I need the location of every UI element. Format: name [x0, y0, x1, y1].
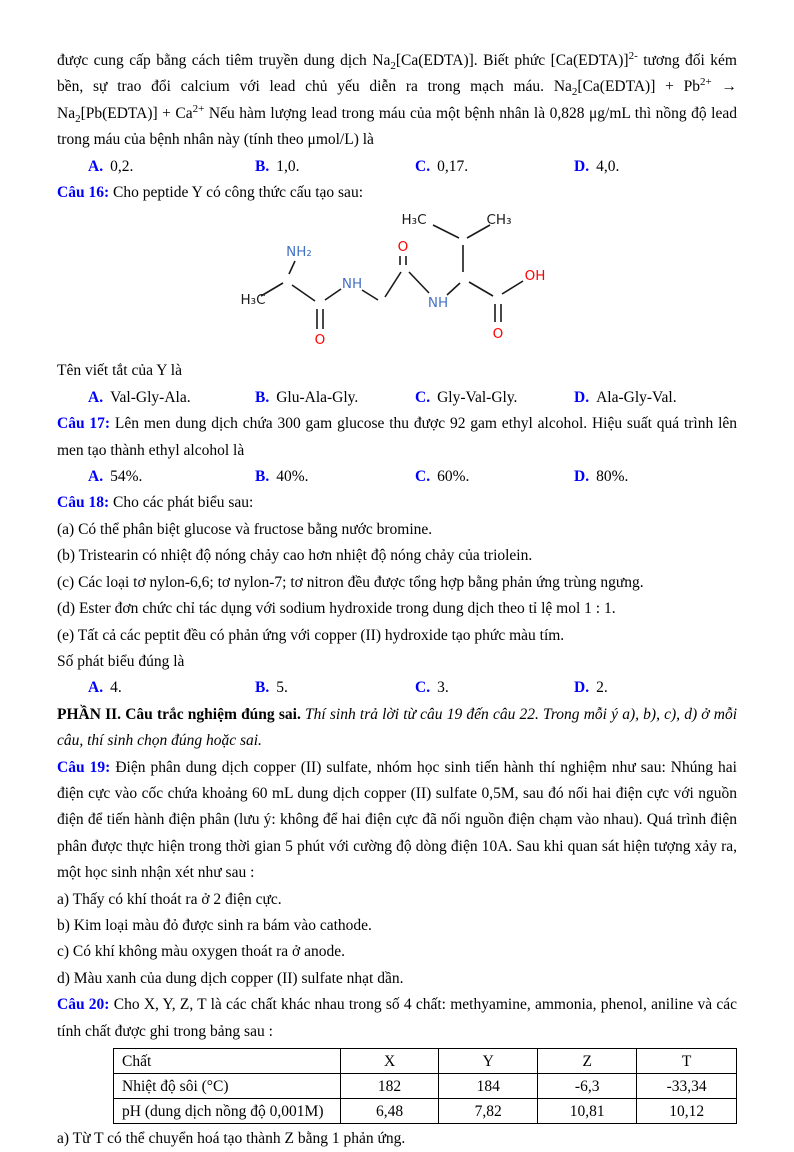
answer-letter: A.: [88, 468, 104, 486]
answer-letter: B.: [255, 679, 270, 697]
question-label: Câu 17:: [57, 415, 111, 433]
answer-text: 40%.: [276, 468, 309, 486]
table-row: [114, 1074, 737, 1099]
answer-text: 2.: [596, 679, 608, 697]
methyl-top-right-label: CH₃: [486, 212, 512, 229]
peptide-structure-svg: [229, 208, 565, 358]
table-header-cell: T: [637, 1049, 737, 1074]
methyl-bottom-left-label: H₃C: [240, 292, 266, 309]
q15-answer-row: [88, 154, 737, 180]
amine-nh2-label: NH₂: [286, 244, 312, 261]
answer-option-d: [574, 154, 737, 180]
q18-statement-d: (d) Ester đơn chức chỉ tác dụng với sodium hydroxide trong dung dịch theo tỉ lệ mol 1 : 1.: [57, 600, 616, 618]
question-text: Lên men dung dịch chứa 300 gam glucose thu được 92 gam ethyl alcohol. Hiệu suất quá trình lên men tạo thành ethyl alcohol là: [57, 415, 737, 459]
answer-option-c: [415, 154, 574, 180]
q16-heading: [57, 180, 737, 206]
table-header-cell: X: [340, 1049, 439, 1074]
table-cell: -6,3: [538, 1074, 637, 1099]
amide-nh-left-label: NH: [341, 276, 363, 293]
table-cell: 6,48: [340, 1099, 439, 1124]
carbonyl-o-middle-label: O: [397, 239, 409, 256]
table-cell: 7,82: [439, 1099, 538, 1124]
q19-item-d: d) Màu xanh của dung dịch copper (II) sulfate nhạt dần.: [57, 969, 404, 987]
q16-answer-row: [88, 385, 737, 411]
q18-answer-row: [88, 675, 737, 701]
question-label: Câu 16:: [57, 184, 110, 202]
answer-letter: B.: [255, 468, 270, 486]
answer-text: Val-Gly-Ala.: [110, 388, 191, 406]
q19-item-b: b) Kim loại màu đỏ được sinh ra bám vào cathode.: [57, 916, 372, 934]
answer-text: Glu-Ala-Gly.: [276, 388, 359, 406]
table-header-cell: Z: [538, 1049, 637, 1074]
answer-option-b: [255, 385, 415, 411]
answer-text: 0,17.: [437, 157, 469, 175]
q19-item-c: c) Có khí không màu oxygen thoát ra ở anode.: [57, 943, 345, 961]
table-row: [114, 1099, 737, 1124]
part2-heading: [57, 702, 737, 755]
q18-statement-b: (b) Tristearin có nhiệt độ nóng chảy cao hơn nhiệt độ nóng chảy của triolein.: [57, 547, 533, 565]
q18-tail: Số phát biểu đúng là: [57, 652, 185, 670]
peptide-structure-figure: [57, 208, 737, 358]
answer-letter: D.: [574, 468, 590, 486]
answer-text: Ala-Gly-Val.: [596, 388, 677, 406]
answer-letter: A.: [88, 679, 104, 697]
hydroxyl-oh-label: OH: [524, 268, 546, 285]
answer-option-a: [88, 385, 255, 411]
question-text: Cho peptide Y có công thức cấu tạo sau:: [112, 184, 363, 202]
answer-option-a: [88, 464, 255, 490]
question-text: Điện phân dung dịch copper (II) sulfate, nhóm học sinh tiến hành thí nghiệm như sau: Nhúng hai điện cực vào cốc chứa khoảng 60 mL dung dịch copper (II) sulfate 0,5M, sau đó nối hai điện cực với nguồn điện để tiến hành điện phân (lưu ý: không để hai điện cực đã nối nguồn điện chạm vào nhau). Quá trình điện phân được thực hiện trong thời gian 5 phút với cường độ dòng điện 10A. Sau khi quan sát hiện tượng xảy ra, một học sinh nhận xét như sau :: [57, 758, 737, 882]
table-cell: 182: [340, 1074, 439, 1099]
answer-option-c: [415, 675, 574, 701]
table-cell: pH (dung dịch nồng độ 0,001M): [114, 1099, 341, 1124]
q18-heading: [57, 490, 737, 516]
table-cell: 184: [439, 1074, 538, 1099]
answer-option-c: [415, 464, 574, 490]
table-cell: 10,12: [637, 1099, 737, 1124]
part2-title: PHẦN II. Câu trắc nghiệm đúng sai.: [57, 705, 301, 723]
answer-letter: D.: [574, 679, 590, 697]
answer-option-b: [255, 464, 415, 490]
q19-item-a: a) Thấy có khí thoát ra ở 2 điện cực.: [57, 890, 282, 908]
answer-option-a: [88, 154, 255, 180]
answer-option-d: [574, 464, 737, 490]
answer-letter: C.: [415, 157, 431, 175]
q18-statement-e: (e) Tất cả các peptit đều có phản ứng với copper (II) hydroxide tạo phức màu tím.: [57, 626, 565, 644]
q18-statement-a: (a) Có thể phân biệt glucose và fructose bằng nước bromine.: [57, 520, 433, 538]
methyl-top-left-label: H₃C: [401, 212, 427, 229]
answer-option-b: [255, 154, 415, 180]
amide-nh-right-label: NH: [427, 295, 449, 312]
question-text: Cho các phát biểu sau:: [112, 494, 254, 512]
answer-text: 5.: [276, 679, 288, 697]
atom-labels: [241, 212, 546, 348]
answer-letter: C.: [415, 388, 431, 406]
q19-heading: [57, 755, 737, 887]
q17-heading: [57, 411, 737, 464]
question-label: Câu 19:: [57, 758, 111, 776]
table-cell: -33,34: [637, 1074, 737, 1099]
properties-table: [113, 1048, 737, 1124]
answer-letter: A.: [88, 388, 104, 406]
q15-body: được cung cấp bằng cách tiêm truyền dung dịch $Na_2[Ca(EDTA)]$. Biết phức [Ca(EDTA)]$^{2-}$ tương đối kém bền, sự trao đổi calcium với lead chủ yếu diễn ra trong mạch máu. $Na_2[Ca(EDTA)] + Pb^{2+}$ → $Na_2[Pb(EDTA)] + Ca^{2+}$ Nếu hàm lượng lead trong máu của một bệnh nhân là 0,828 μg/mL thì nồng độ lead trong máu của bệnh nhân này (tính theo μmol/L) là: [57, 49, 738, 149]
answer-text: 60%.: [437, 468, 470, 486]
answer-option-c: [415, 385, 574, 411]
question-label: Câu 18:: [57, 494, 110, 512]
answer-option-d: [574, 385, 737, 411]
answer-text: 1,0.: [276, 157, 300, 175]
answer-option-d: [574, 675, 737, 701]
table-cell: Nhiệt độ sôi (°C): [114, 1074, 341, 1099]
answer-text: 54%.: [110, 468, 143, 486]
answer-letter: B.: [255, 157, 270, 175]
q20-heading: [57, 992, 737, 1045]
question-label: Câu 20:: [57, 996, 110, 1014]
answer-text: 4.: [110, 679, 122, 697]
answer-option-b: [255, 675, 415, 701]
answer-text: 3.: [437, 679, 449, 697]
answer-letter: D.: [574, 388, 590, 406]
carbonyl-o-right-label: O: [492, 326, 504, 343]
answer-text: 4,0.: [596, 157, 620, 175]
q17-answer-row: [88, 464, 737, 490]
table-header-cell: Y: [439, 1049, 538, 1074]
table-header-cell: Chất: [114, 1049, 341, 1074]
answer-letter: A.: [88, 157, 104, 175]
answer-letter: C.: [415, 679, 431, 697]
answer-text: 80%.: [596, 468, 629, 486]
table-cell: 10,81: [538, 1099, 637, 1124]
q16-tail: Tên viết tắt của Y là: [57, 362, 182, 380]
carbonyl-o-left-label: O: [314, 332, 326, 349]
question-text: Cho X, Y, Z, T là các chất khác nhau trong số 4 chất: methyamine, ammonia, phenol, aniline và các tính chất được ghi trong bảng sau :: [57, 996, 738, 1040]
answer-letter: D.: [574, 157, 590, 175]
table-header-row: [114, 1049, 737, 1074]
answer-letter: C.: [415, 468, 431, 486]
part2-subtitle: Thí sinh trả lời từ câu 19 đến câu 22. Trong mỗi ý a), b), c), d) ở mỗi câu, thí sinh chọn đúng hoặc sai.: [57, 705, 738, 750]
q20-item-a: a) Từ T có thể chuyển hoá tạo thành Z bằng 1 phản ứng.: [57, 1130, 406, 1147]
bond-lines: [261, 225, 523, 329]
q18-statement-c: (c) Các loại tơ nylon-6,6; tơ nylon-7; tơ nitron đều được tổng hợp bằng phản ứng trùng ngưng.: [57, 573, 644, 591]
answer-text: Gly-Val-Gly.: [437, 388, 518, 406]
answer-text: 0,2.: [110, 157, 134, 175]
answer-option-a: [88, 675, 255, 701]
answer-letter: B.: [255, 388, 270, 406]
